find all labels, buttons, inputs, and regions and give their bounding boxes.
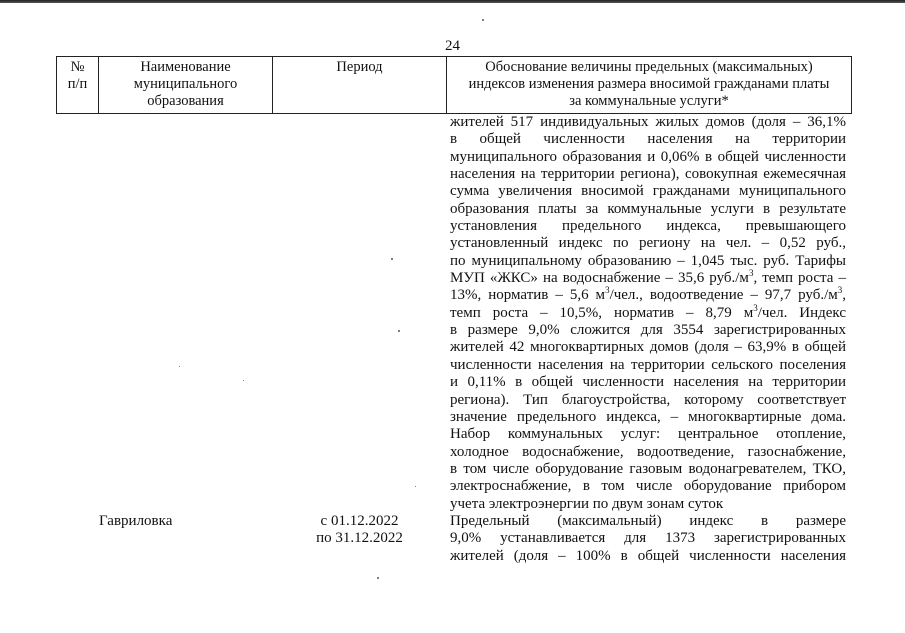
header-num-line: п/п (67, 76, 88, 92)
basis-text-line: и 0,11% в общей численности населения на территории (450, 374, 846, 391)
row-period-end: по 31.12.2022 (316, 530, 403, 547)
row-basis-text (450, 513, 846, 565)
header-basis-line: за коммунальные услуги* (569, 93, 729, 109)
row-basis-line: Предельный (максимальный) индекс в размере (450, 513, 846, 529)
scan-speck (179, 366, 180, 367)
basis-text-line: сумма увеличения вносимой гражданами муниципального (450, 183, 846, 200)
basis-text-line: значение предельного индекса, – многоквартирные дома. (450, 408, 846, 425)
basis-text-line: Набор коммунальных услуг: центральное отопление, (450, 426, 846, 443)
basis-text-line: населения на территории региона), совокупная ежемесячная (450, 166, 846, 183)
header-municipality-line: муниципального (133, 76, 238, 92)
basis-text-line: МУП «ЖКС» на водоснабжение – 35,6 $руб./м^3$, темп роста – (450, 268, 846, 287)
basis-continuation-text (450, 114, 846, 513)
header-num-line: № (70, 59, 85, 75)
header-municipality-line: Наименование (140, 59, 231, 75)
table-col-divider (851, 56, 852, 114)
header-basis-line: Обоснование величины предельных (максимальных) (485, 59, 813, 75)
basis-text-line: темп роста – 10,5%, норматив – 8,79 $м^3$/чел. Индекс (450, 302, 846, 321)
row-municipality-name: Гавриловка (99, 513, 173, 529)
scan-speck (243, 380, 244, 381)
basis-text-line: 13%, норматив – 5,6 $м^3$/чел., водоотведение – 97,7 $руб./м^3$, (450, 285, 846, 304)
basis-text-line: по муниципальному образованию – 1,045 тыс. руб. Тарифы (450, 252, 846, 269)
basis-text-line: учета электроэнергии по двум зонам суток (450, 495, 724, 512)
basis-text-line: установленный индекс по региону на чел. – 0,52 руб., (450, 235, 846, 252)
row-period-start: с 01.12.2022 (320, 513, 399, 529)
basis-text-line: установления предельного индекса, превышающего (450, 218, 846, 235)
basis-text-line: жителей 42 многоквартирных домов (доля – 63,9% в общей (450, 339, 846, 356)
scan-edge (0, 0, 905, 3)
basis-text-line: численности населения на территории сельского поселения (450, 356, 846, 373)
basis-text-line: холодное водоснабжение, водоотведение, газоснабжение, (450, 443, 846, 460)
basis-text-line: жителей 517 индивидуальных жилых домов (доля – 36,1% (450, 114, 846, 130)
scan-speck (377, 577, 379, 579)
basis-text-line: образования платы за коммунальные услуги в результате (450, 200, 846, 217)
header-period-line: Период (336, 59, 383, 75)
header-num (57, 59, 98, 93)
page-number: 24 (445, 38, 460, 54)
row-basis-line: жителей (доля – 100% в общей численности населения (450, 547, 846, 564)
row-period (273, 513, 446, 548)
basis-text-line: в том числе оборудование газовым водонагревателем, ТКО, (450, 460, 846, 477)
header-municipality-line: образования (147, 93, 224, 109)
scan-speck (415, 486, 416, 487)
scan-speck (482, 19, 484, 21)
basis-text-line: в размере 9,0% сложится для 3554 зарегистрированных (450, 322, 846, 339)
scan-speck (391, 258, 393, 260)
basis-text-line: электроснабжение, в том числе оборудование прибором (450, 478, 846, 495)
header-basis (447, 59, 851, 110)
basis-text-line: в общей численности населения на территории (450, 131, 846, 148)
row-basis-line: 9,0% устанавливается для 1373 зарегистрированных (450, 530, 846, 547)
header-period (273, 59, 446, 76)
basis-text-line: региона). Тип благоустройства, которому соответствует (450, 391, 846, 408)
header-basis-line: индексов изменения размера вносимой гражданами платы (468, 76, 830, 92)
header-municipality (99, 59, 272, 110)
table-top-border (56, 56, 852, 57)
scan-speck (398, 330, 400, 332)
basis-text-line: муниципального образования и 0,06% в общей численности (450, 148, 846, 165)
